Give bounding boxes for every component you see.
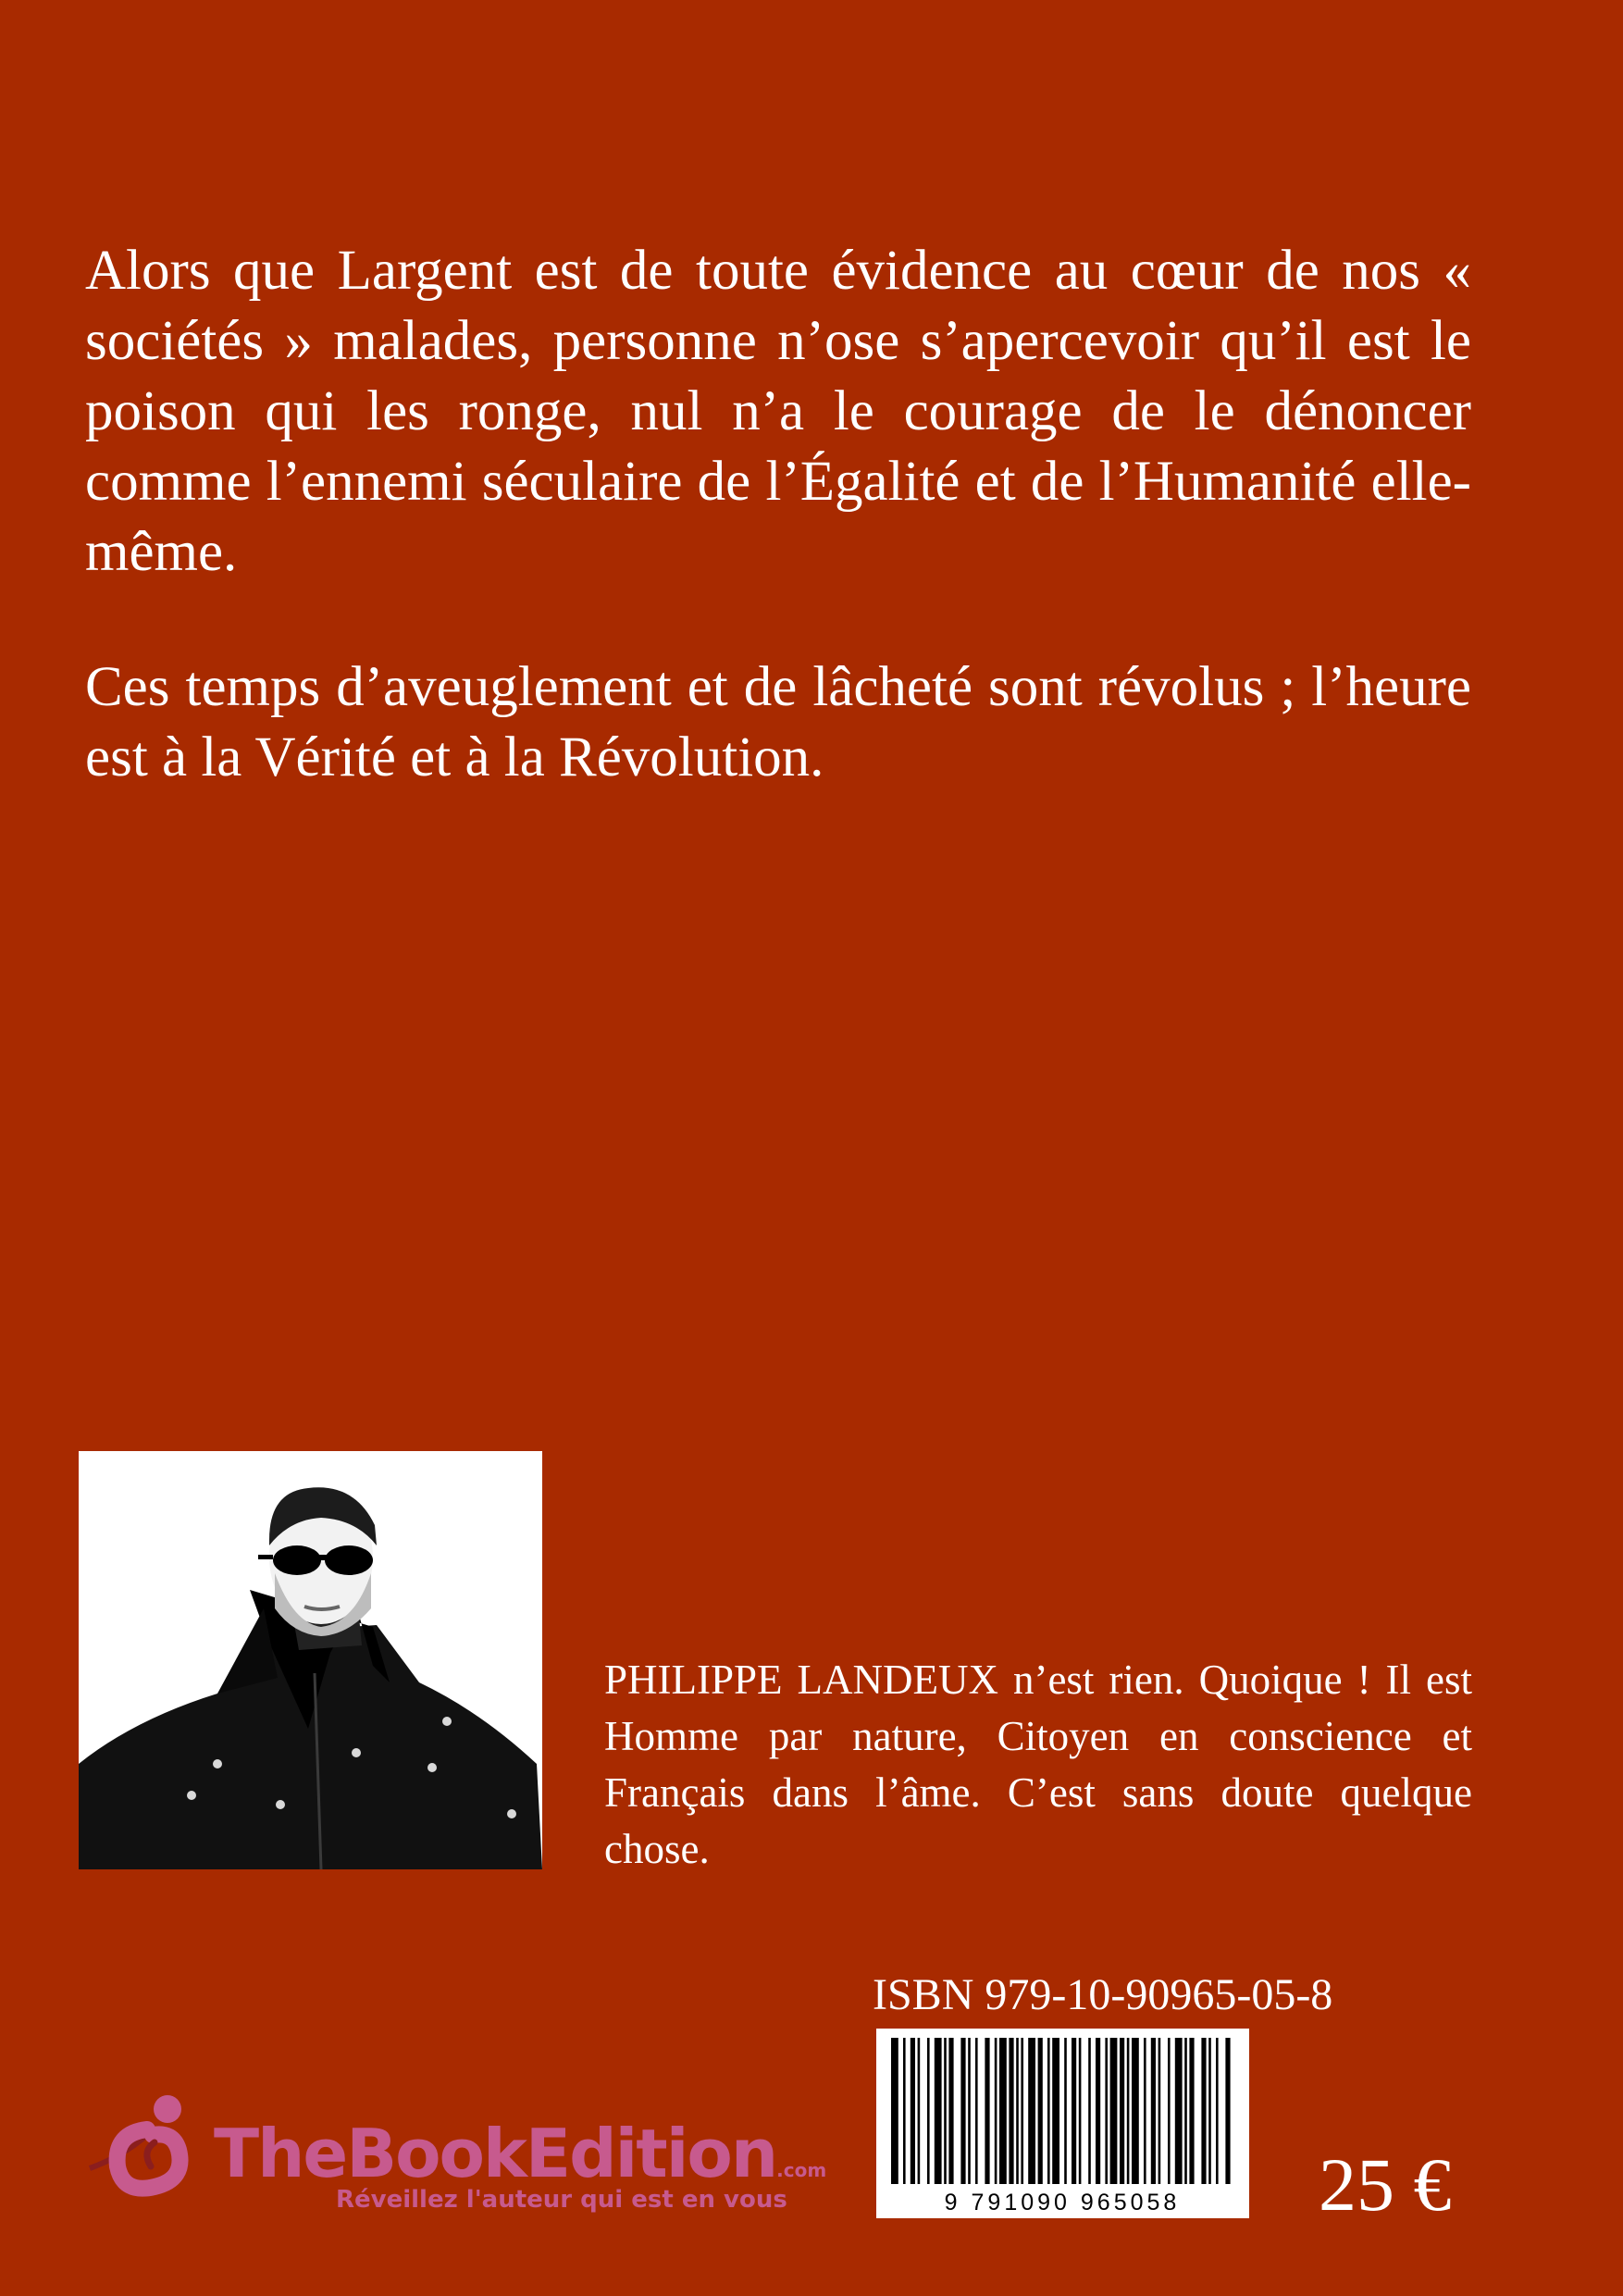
barcode-bar	[1184, 2038, 1187, 2184]
isbn-barcode	[876, 2029, 1249, 2218]
barcode-bar	[1064, 2038, 1067, 2184]
barcode-bar	[918, 2038, 921, 2184]
publisher-tagline: Réveillez l'auteur qui est en vous	[336, 2186, 787, 2214]
barcode-bar	[1132, 2038, 1139, 2184]
barcode-bar	[891, 2038, 898, 2184]
barcode-bar	[1088, 2038, 1091, 2184]
price: 25 €	[1319, 2142, 1452, 2227]
barcode-bar	[1225, 2038, 1230, 2184]
barcode-bar	[995, 2038, 997, 2184]
barcode-bar	[1072, 2038, 1076, 2184]
barcode-bar	[1110, 2038, 1118, 2184]
blurb-paragraph-2: Ces temps d’aveuglement et de lâcheté sont révolus ; l’heure est à la Vérité et à la Révolution.	[85, 656, 1471, 788]
blurb-paragraph-1: Alors que Largent est de toute évidence au cœur de nos « sociétés » malades, personne n’ose s’apercevoir qu’il est le poison qui les ronge, nul n’a le courage de le dénoncer comme l’ennemi séculaire de l’Égalité et de l’Humanité elle-même.	[85, 240, 1471, 583]
barcode-bar	[1144, 2038, 1146, 2184]
author-photo	[79, 1451, 542, 1869]
barcode-bar	[1151, 2038, 1156, 2184]
barcode-bar	[1216, 2038, 1219, 2184]
barcode-bar	[1208, 2038, 1211, 2184]
publisher-logo	[88, 2078, 828, 2216]
barcode-bar	[1038, 2038, 1043, 2184]
barcode-bar	[1028, 2038, 1035, 2184]
publisher-domain: .com	[776, 2159, 827, 2181]
barcode-bar	[1168, 2038, 1171, 2184]
barcode-bar	[1175, 2038, 1183, 2184]
barcode-bar	[1009, 2038, 1013, 2184]
barcode-bar	[1021, 2038, 1023, 2184]
barcode-digits: 9 791090 965058	[944, 2190, 1181, 2215]
author-bio: PHILIPPE LANDEUX n’est rien. Quoique ! Il est Homme par nature, Citoyen en conscience et Français dans l’âme. C’est sans doute quelque chose.	[604, 1657, 1472, 1872]
barcode-bar	[1127, 2038, 1130, 2184]
barcode-bar	[944, 2038, 947, 2184]
barcode-bar	[1158, 2038, 1161, 2184]
barcode-bar	[1016, 2038, 1019, 2184]
publisher-logo-icon	[88, 2078, 208, 2198]
barcode-bar	[960, 2038, 965, 2184]
isbn-text: ISBN 979-10-90965-05-8	[873, 1970, 1333, 2019]
barcode-bar	[948, 2038, 953, 2184]
barcode-bar	[1047, 2038, 1050, 2184]
barcode-bar	[935, 2038, 942, 2184]
barcode-bar	[911, 2038, 915, 2184]
barcode-bar	[1120, 2038, 1124, 2184]
barcode-bar	[1052, 2038, 1059, 2184]
barcode-bar	[1189, 2038, 1194, 2184]
barcode-bar	[1201, 2038, 1206, 2184]
barcode-bar	[975, 2038, 978, 2184]
publisher-name: TheBookEdition.com	[214, 2115, 827, 2192]
barcode-bar	[985, 2038, 989, 2184]
barcode-bar	[999, 2038, 1007, 2184]
barcode-bar	[968, 2038, 971, 2184]
barcode-bar	[1079, 2038, 1082, 2184]
barcode-bar	[903, 2038, 906, 2184]
barcode-bar	[1105, 2038, 1108, 2184]
barcode-bar	[927, 2038, 930, 2184]
barcode-bar	[1096, 2038, 1100, 2184]
